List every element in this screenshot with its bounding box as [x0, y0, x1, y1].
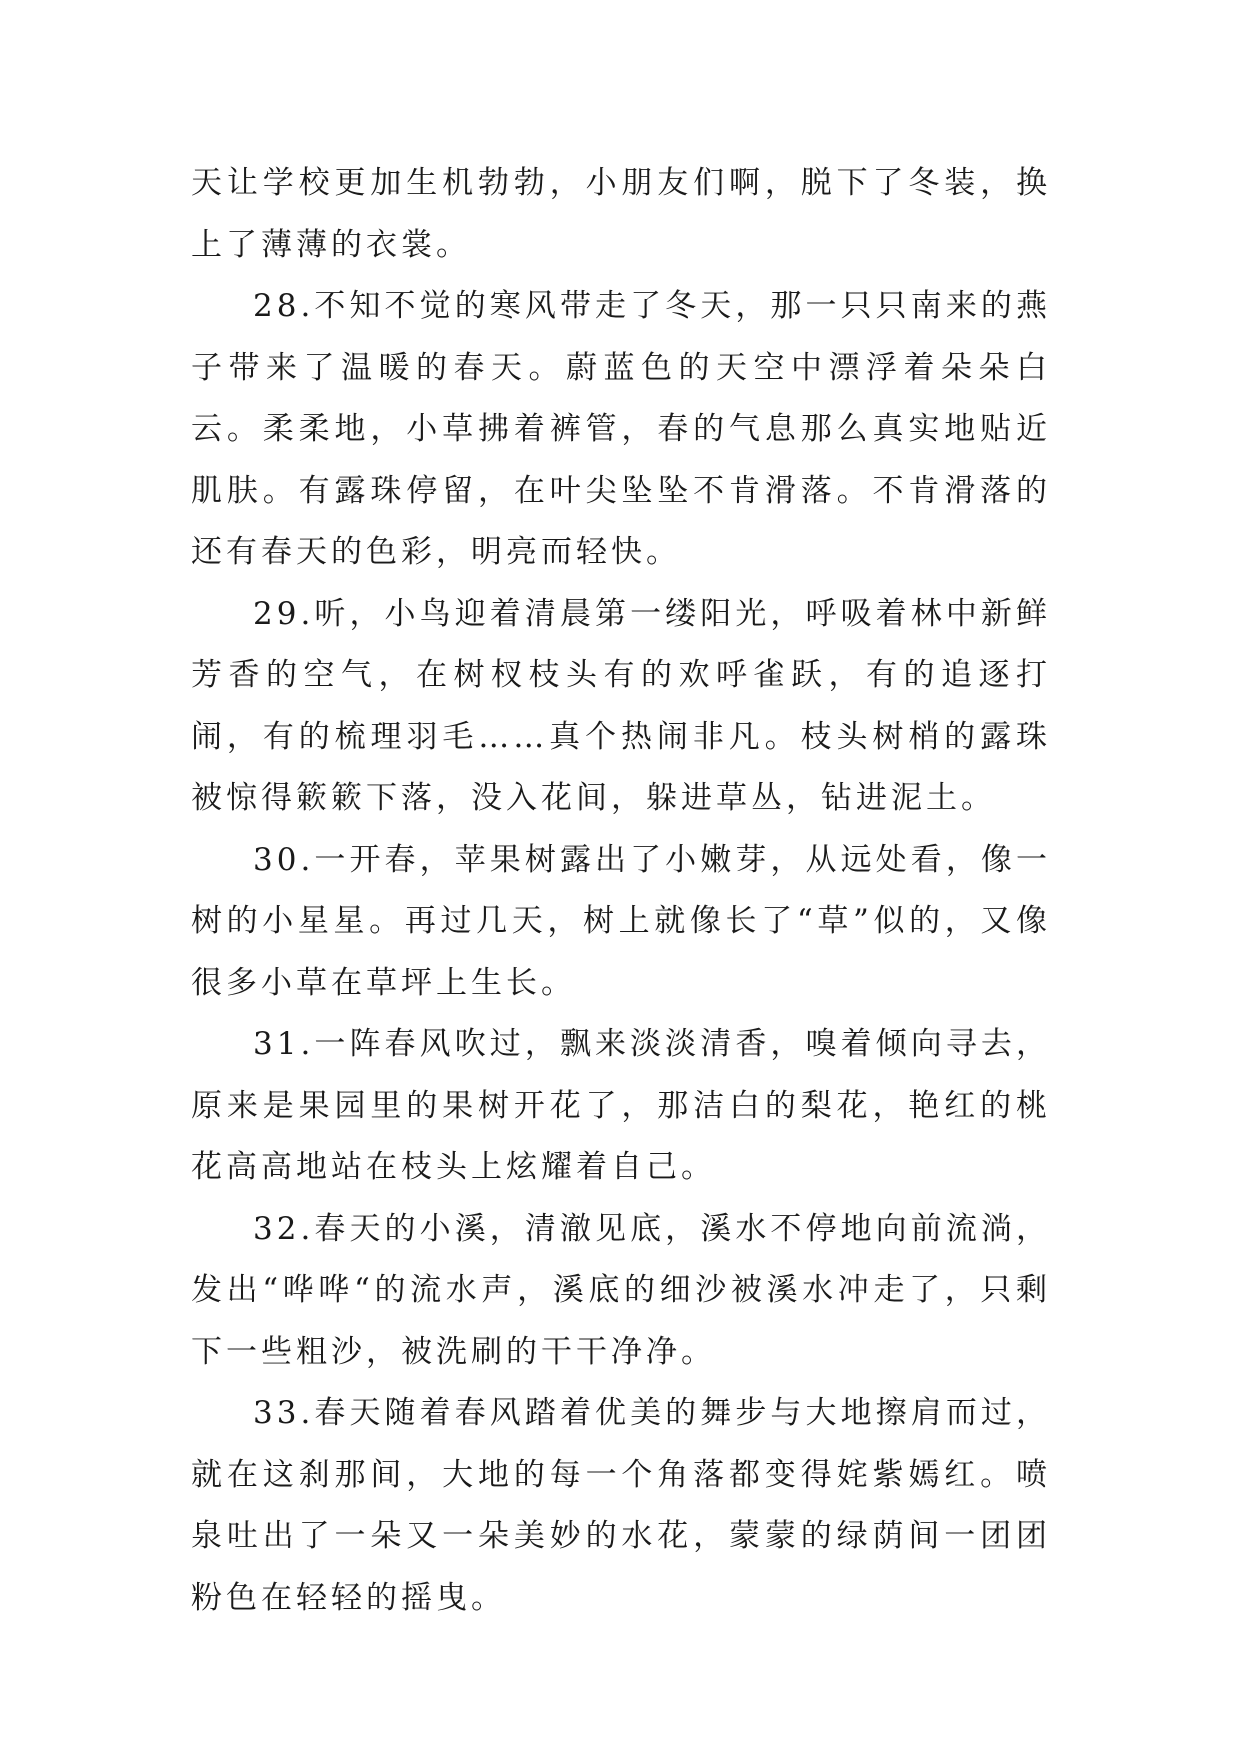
paragraph-continued: 天让学校更加生机勃勃，小朋友们啊，脱下了冬装，换上了薄薄的衣裳。	[191, 165, 1051, 263]
paragraph-30: 30.一开春，苹果树露出了小嫩芽，从远处看，像一树的小星星。再过几天，树上就像长了“草”似的，又像很多小草在草坪上生长。	[191, 841, 1051, 1001]
paragraph-33: 33.春天随着春风踏着优美的舞步与大地擦肩而过，就在这刹那间，大地的每一个角落都变得姹紫嫣红。喷泉吐出了一朵又一朵美妙的水花，蒙蒙的绿荫间一团团粉色在轻轻的摇曳。	[191, 1395, 1051, 1616]
paragraph-29: 29.听，小鸟迎着清晨第一缕阳光，呼吸着林中新鲜芳香的空气，在树杈枝头有的欢呼雀跃，有的追逐打闹，有的梳理羽毛……真个热闹非凡。枝头树梢的露珠被惊得簌簌下落，没入花间，躲进草丛，钻进泥土。	[191, 595, 1051, 816]
paragraph-32: 32.春天的小溪，清澈见底，溪水不停地向前流淌，发出“哗哗“的流水声，溪底的细沙被溪水冲走了，只剩下一些粗沙，被洗刷的干干净净。	[191, 1210, 1051, 1370]
paragraph-28: 28.不知不觉的寒风带走了冬天，那一只只南来的燕子带来了温暖的春天。蔚蓝色的天空中漂浮着朵朵白云。柔柔地，小草拂着裤管，春的气息那么真实地贴近肌肤。有露珠停留，在叶尖坠坠不肯滑落。不肯滑落的还有春天的色彩，明亮而轻快。	[191, 288, 1051, 570]
paragraph-31: 31.一阵春风吹过，飘来淡淡清香，嗅着倾向寻去，原来是果园里的果树开花了，那洁白的梨花，艳红的桃花高高地站在枝头上炫耀着自己。	[191, 1026, 1051, 1185]
document-body	[191, 153, 1051, 1629]
